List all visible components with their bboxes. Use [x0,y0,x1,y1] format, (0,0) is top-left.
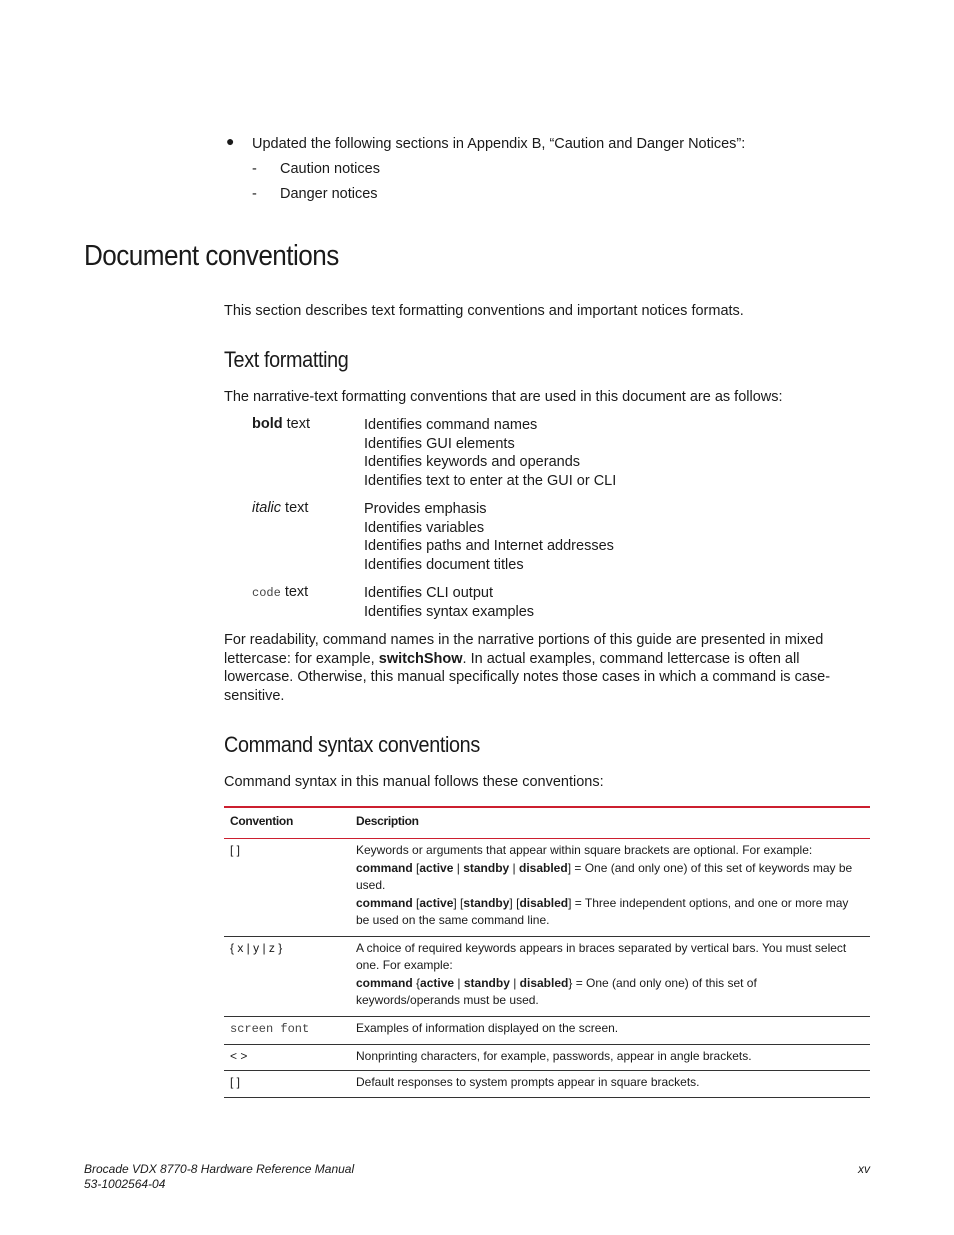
text-formatting-intro: The narrative-text formatting conventions that are used in this document are as follows: [224,389,783,405]
bold-definitions: Identifies command names Identifies GUI elements Identifies keywords and operands Identifies text to enter at the GUI or CLI [364,417,617,490]
footer-page-number: xv [858,1162,870,1176]
convention-cell: screen font [224,1017,350,1045]
table-header-row [224,807,870,838]
table-row [224,937,870,1017]
readability-paragraph: For readability, command names in the narrative portions of this guide are presented in mixed lettercase: for example, switchShow. In actual examples, command lettercase is often all lowercase. Otherwise, this manual specifically notes those cases in which a command is case-sensitive. [224,632,831,705]
header-description: Description [350,807,870,838]
subsection-title-command-syntax: Command syntax conventions [224,732,480,757]
section-intro: This section describes text formatting conventions and important notices formats. [224,303,744,319]
footer-doc-number: 53-1002564-04 [84,1177,166,1191]
sub-item-caution: Caution notices [280,161,380,177]
dash-icon: - [252,186,257,202]
bullet-icon: ● [226,133,235,149]
dash-icon: - [252,161,257,177]
description-cell: A choice of required keywords appears in braces separated by vertical bars. You must select one. For example: command {active | standby | disabled} = One (and only one) of this set of keywords/operands must be used. [350,937,870,1017]
table-row [224,1044,870,1071]
table-row [224,838,870,937]
code-definitions: Identifies CLI output Identifies syntax examples [364,585,535,620]
command-syntax-intro: Command syntax in this manual follows these conventions: [224,774,604,790]
footer-title: Brocade VDX 8770-8 Hardware Reference Manual [84,1162,355,1176]
bullet-text: Updated the following sections in Appendix B, “Caution and Danger Notices”: [252,136,746,152]
section-title: Document conventions [84,240,339,272]
table-row [224,1017,870,1045]
convention-cell: < > [224,1044,350,1071]
table-row [224,1071,870,1098]
italic-term: italic text [252,500,309,516]
description-cell: Default responses to system prompts appear in square brackets. [350,1071,870,1098]
sub-item-danger: Danger notices [280,186,378,202]
description-cell: Examples of information displayed on the screen. [350,1017,870,1045]
description-cell: Keywords or arguments that appear within square brackets are optional. For example: command [active | standby | disabled] = One (and only one) of this set of keywords may be used. command [active] [standby] [disabled] = Three independent options, and one or more may be used on the same command line. [350,838,870,937]
bold-term: bold text [252,416,311,432]
code-term: code text [252,584,309,600]
convention-cell: { x | y | z } [224,937,350,1017]
subsection-title-text-formatting: Text formatting [224,347,349,372]
conventions-table [224,806,870,1098]
convention-cell: [ ] [224,838,350,937]
italic-definitions: Provides emphasis Identifies variables Identifies paths and Internet addresses Identifies document titles [364,501,614,574]
description-cell: Nonprinting characters, for example, passwords, appear in angle brackets. [350,1044,870,1071]
header-convention: Convention [224,807,350,838]
convention-cell: [ ] [224,1071,350,1098]
